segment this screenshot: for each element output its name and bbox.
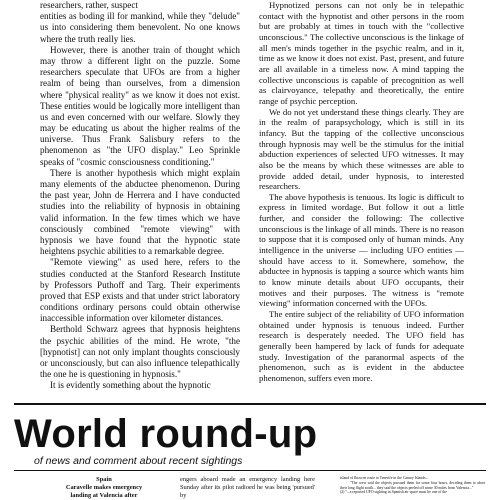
section-headline: World round-up [14, 412, 318, 456]
article-right-column [259, 0, 464, 384]
article-paragraph: However, there is another train of thought which may throw a different light on the puzzle. Some researchers speculate that UFOs are from a higher realm of being than ourselves, from a dimension where "physical reality" as we know it does not exist. These entities would be logically more intelligent than us and even concerned with our welfare. Slowly they may be educating us about the higher realms of the universe. Thus Frank Salisbury refers to the phenomenon as "the UFO display." Leo Sprinkle speaks of "cosmic consciousness conditioning." [40, 44, 240, 167]
news-headline-line-1: Caravelle makes emergency [65, 484, 143, 491]
subheading-rule [14, 470, 486, 471]
section-divider [14, 403, 486, 405]
news-paragraph: island of Ibiza en route to Tenerife in the Canary Islands... [340, 476, 429, 480]
article-paragraph: There is another hypothesis which might explain many elements of the abductee phenomenon. During the past year, John de Herrera and I have conducted studies into the reliability of hypnosis in obtaining valid information. In the few times which we have consciously combined "remote viewing" with hypnosis we have found that the hypnotic state heightens psychic abilities to a remarkable degree. [40, 167, 240, 257]
news-column-3 [340, 476, 485, 495]
news-location: Spain [96, 476, 112, 483]
article-paragraph: entities as boding ill for mankind, while they "delude" us into considering them benevolent. No one knows where the truth really lies. [40, 11, 240, 44]
article-paragraph: It is evidently something about the hypnotic [50, 380, 211, 391]
article-paragraph: The entire subject of the reliability of UFO information obtained under hypnosis is tenuous indeed. Further research is desperately needed. The UFO field has generally been hampered by lack of funds for adequate study. Investigation of the paranormal aspects of the phenomenon, such as is evident in the abductee phenomenon, suffers even more. [259, 309, 464, 383]
article-paragraph: "Remote viewing" as used here, refers to the studies conducted at the Stanford Research Institute by Professors Puthoff and Targ. Their experiments proved that ESP exists and that under strict laboratory conditions ordinary persons could obtain otherwise inaccessible information over kilometer distances. [40, 257, 240, 324]
article-paragraph: Hypnotized persons can not only be in telepathic contact with the hypnotist and other persons in the room but are probably at times in touch with the "collective unconscious." The collective unconscious is the linkage of all men's minds together in the psychic realm, and in it, time as we know it does not exist. Past, present, and future are all available in a timeless now. A mind tapping the collective unconscious is capable of precognition as well as clairvoyance, telepathy and theoretically, the entire range of psychic perception. [259, 0, 464, 106]
article-paragraph: researchers, rather, suspect [40, 0, 138, 10]
article-paragraph: The above hypothesis is tenuous. Its logic is difficult to express in limited wordage. But follow it out a little further, and consider the following: The collective unconscious is the linkage of all minds. There is no reason to suppose that it is composed only of human minds. Any intelligence in the universe — including UFO entities — should have access to it. Somewhere, somehow, the abductee in hypnosis is tapping a source which wants him to know minute details about UFO occupants, their motives and their purposes. The witness is "remote viewing" information concerned with the UFOs. [259, 191, 464, 309]
section-subheading: of news and comment about recent sightings [34, 455, 243, 467]
article-paragraph: We do not yet understand these things clearly. They are in the realm of parapsychology, which is still in its infancy. But the tapping of the collective unconscious through hypnosis may well be the stimulus for the initial abduction experiences of selected UFO witnesses. It may also be the means by which these witnesses are able to provide added detail, under hypnosis, to interested researchers. [259, 106, 464, 192]
news-paragraph: (2) "...a reported UFO sighting in Spanish air space must be one of the [340, 490, 447, 495]
news-column-2: engers aboard made an emergency landing here Sunday after its pilot radioed he was being 'pursued' by [180, 476, 315, 499]
news-paragraph: "The crew said the objects pursued them for some four hours, deciding them to abort their long flight south... they said the objects peeled off some 30 miles from Valencia..." [340, 480, 485, 490]
article-left-column [40, 0, 240, 392]
news-item-headline-block [44, 476, 164, 500]
news-headline-line-2: landing at Valencia after [70, 492, 138, 499]
article-paragraph: Berthold Schwarz agrees that hypnosis heightens the psychic abilities of the mind. He wrote, "the [hypnotist] can not only implant thoughts consciously or unconsciously, but can also influence telepathically the one he is questioning in hypnosis." [40, 324, 240, 380]
